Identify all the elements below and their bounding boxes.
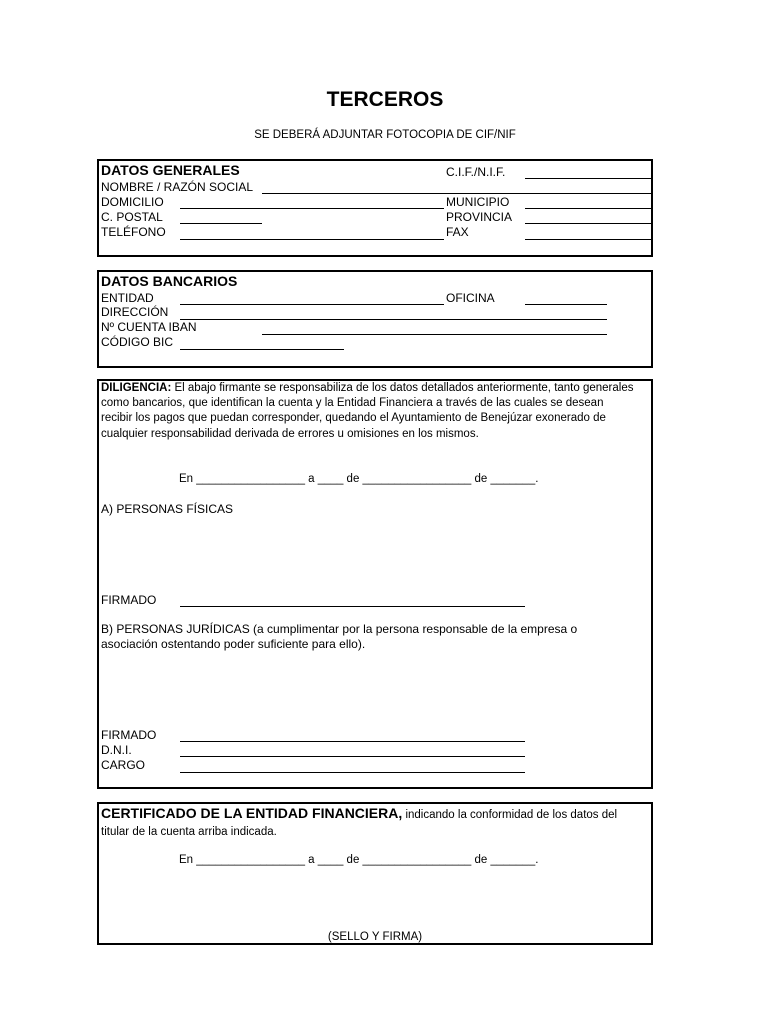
certificado-header: CERTIFICADO DE LA ENTIDAD FINANCIERA,	[101, 805, 403, 821]
field-bic[interactable]	[180, 349, 344, 350]
label-iban: Nº CUENTA IBAN	[101, 320, 197, 334]
field-cif[interactable]	[525, 178, 652, 179]
label-municipio: MUNICIPIO	[446, 195, 510, 209]
field-oficina[interactable]	[525, 304, 607, 305]
label-bic: CÓDIGO BIC	[101, 335, 174, 349]
field-nombre[interactable]	[262, 193, 652, 194]
label-entidad: ENTIDAD	[101, 291, 154, 305]
page-title: TERCEROS	[326, 88, 444, 111]
field-provincia[interactable]	[525, 223, 652, 224]
section-header-generales: DATOS GENERALES	[101, 162, 240, 178]
diligencia-label: DILIGENCIA:	[101, 382, 172, 394]
field-postal[interactable]	[180, 223, 262, 224]
label-provincia: PROVINCIA	[446, 210, 513, 224]
field-dni[interactable]	[180, 756, 525, 757]
page-subtitle: SE DEBERÁ ADJUNTAR FOTOCOPIA DE CIF/NIF	[254, 129, 516, 141]
diligencia-date-line[interactable]: En _________________ a ____ de _________________ de _______.	[179, 473, 539, 485]
certificado-body: indicando la conformidad de los datos del titular de la cuenta arriba indicada.	[101, 809, 618, 838]
field-firmado-juridicas[interactable]	[180, 741, 525, 742]
label-oficina: OFICINA	[446, 291, 495, 305]
label-personas-fisicas: A) PERSONAS FÍSICAS	[101, 502, 234, 516]
field-direccion[interactable]	[180, 319, 607, 320]
field-entidad[interactable]	[180, 304, 444, 305]
label-domicilio: DOMICILIO	[101, 195, 164, 209]
label-cargo: CARGO	[101, 758, 146, 772]
label-firmado-juridicas: FIRMADO	[101, 728, 157, 742]
label-dni: D.N.I.	[101, 743, 132, 757]
field-firmado-fisicas[interactable]	[180, 606, 525, 607]
label-fax: FAX	[446, 225, 469, 239]
field-fax[interactable]	[525, 239, 652, 240]
label-firmado-fisicas: FIRMADO	[101, 593, 157, 607]
label-direccion: DIRECCIÓN	[101, 305, 169, 319]
certificado-date-line[interactable]: En _________________ a ____ de _________________ de _______.	[179, 854, 539, 866]
label-cif: C.I.F./N.I.F.	[446, 165, 506, 179]
diligencia-body: El abajo firmante se responsabiliza de los datos detallados anteriormente, tanto generales como bancarios, que identifican la cuenta y la Entidad Financiera a través de las cuales se desean recibir los pagos que puedan corresponder, quedando el Ayuntamiento de Benejúzar exonerado de cualquier responsabilidad derivada de errores u omisiones en los mismos.	[101, 382, 634, 440]
field-municipio[interactable]	[525, 208, 652, 209]
field-iban[interactable]	[262, 334, 607, 335]
label-nombre: NOMBRE / RAZÓN SOCIAL	[101, 180, 254, 194]
label-postal: C. POSTAL	[101, 210, 163, 224]
field-domicilio[interactable]	[180, 208, 444, 209]
label-personas-juridicas: B) PERSONAS JURÍDICAS (a cumplimentar por la persona responsable de la empresa o asociación ostentando poder suficiente para ello).	[101, 622, 578, 652]
field-cargo[interactable]	[180, 772, 525, 773]
certificado-text	[101, 805, 636, 841]
field-telefono[interactable]	[180, 239, 444, 240]
section-header-bancarios: DATOS BANCARIOS	[101, 273, 238, 289]
label-telefono: TELÉFONO	[101, 225, 166, 239]
diligencia-text	[101, 381, 637, 442]
label-sello-firma: (SELLO Y FIRMA)	[327, 931, 423, 943]
